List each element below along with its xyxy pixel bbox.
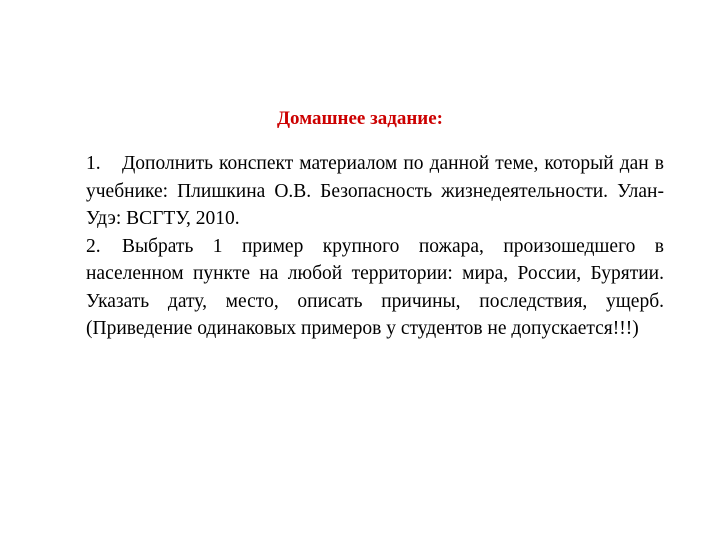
task-list [86, 150, 664, 343]
task-text: Дополнить конспект материалом по данной теме, который дан в учебнике: Плишкина О.В. Безопасность жизнедеятельности. Улан-Удэ: ВСГТУ, 2010. [86, 153, 664, 229]
task-item-2 [86, 233, 664, 343]
task-number: 1. [86, 153, 101, 174]
task-number: 2. [86, 235, 101, 257]
slide-title-text: Домашнее задание: [276, 108, 444, 129]
slide-title [0, 108, 720, 130]
task-item-1 [86, 150, 664, 233]
task-text: Выбрать 1 пример крупного пожара, произошедшего в населенном пункте на любой территории: мира, России, Бурятии. Указать дату, место, описать причины, последствия, ущерб. (Приведение одинаковых примеров у студентов не допускается!!!) [86, 235, 664, 339]
